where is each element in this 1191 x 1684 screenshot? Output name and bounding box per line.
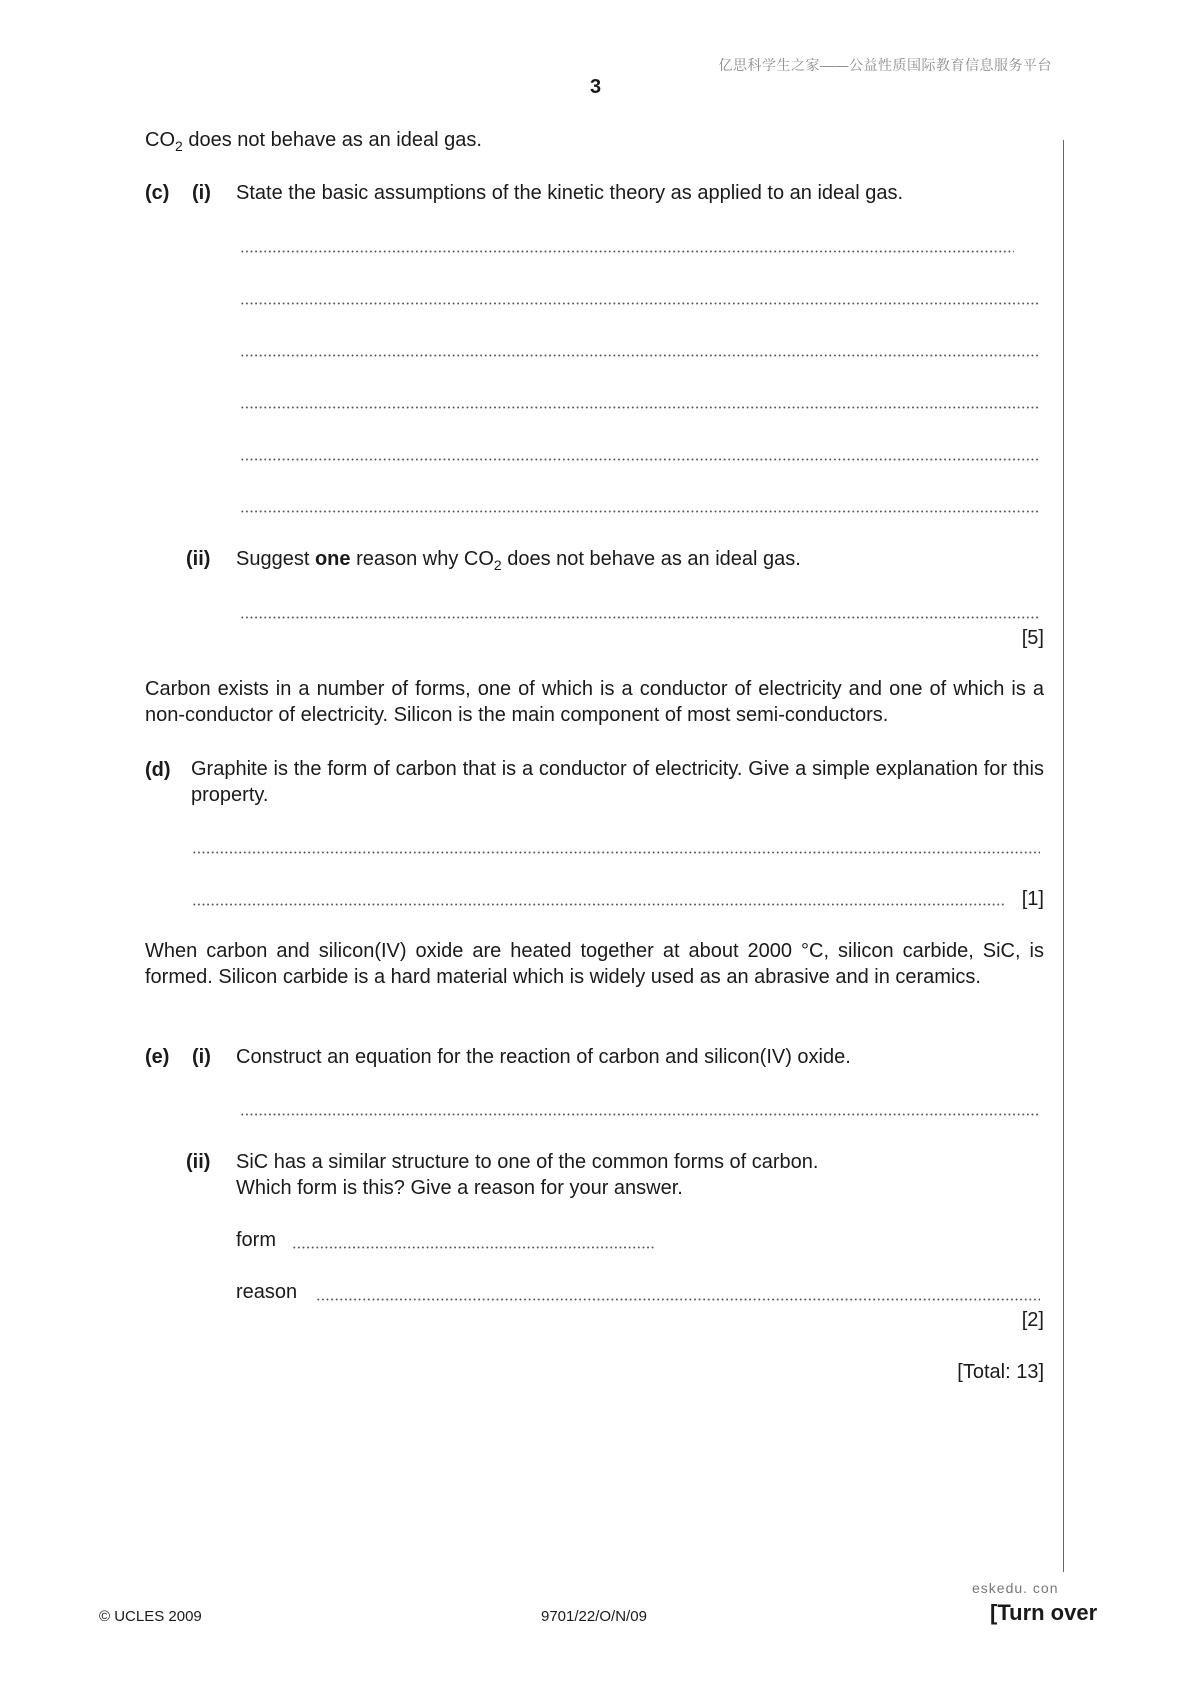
- question-e-ii-label: (ii): [186, 1151, 211, 1173]
- question-d-text: Graphite is the form of carbon that is a conductor of electricity. Give a simple explanation for this property.: [191, 758, 1044, 806]
- question-c-i-label: (i): [192, 182, 211, 204]
- question-e-ii-line2: Which form is this? Give a reason for your answer.: [236, 1177, 683, 1199]
- answer-line-form[interactable]: [292, 1246, 654, 1249]
- answer-line-d-1[interactable]: [192, 851, 1040, 854]
- carbon-intro-paragraph: Carbon exists in a number of forms, one of which is a conductor of electricity and one of which is a non-conductor of electricity. Silicon is the main component of most semi-conductors.: [145, 678, 1044, 726]
- turn-over-label: [Turn over: [990, 1600, 1098, 1625]
- answer-line-e-i[interactable]: [240, 1113, 1040, 1116]
- footer-paper-code: 9701/22/O/N/09: [541, 1608, 647, 1625]
- question-e-label: (e): [145, 1046, 170, 1068]
- question-e-i-text: Construct an equation for the reaction of carbon and silicon(IV) oxide.: [236, 1046, 851, 1068]
- question-e-i-label: (i): [192, 1046, 211, 1068]
- answer-line-d-2[interactable]: [192, 903, 1004, 906]
- total-mark: [Total: 13]: [957, 1361, 1044, 1383]
- question-c-ii-label: (ii): [186, 548, 211, 570]
- footer-copyright: © UCLES 2009: [99, 1608, 202, 1625]
- answer-line-c-i-6[interactable]: [240, 510, 1040, 513]
- question-e-ii-line1: SiC has a similar structure to one of the common forms of carbon.: [236, 1151, 819, 1173]
- page-number: 3: [589, 76, 602, 98]
- question-c-ii-text: Suggest one reason why $CO_2$ does not behave as an ideal gas.: [236, 548, 801, 573]
- footer-site-watermark: eskedu. con: [972, 1580, 1059, 1596]
- answer-line-c-ii[interactable]: [240, 616, 1040, 619]
- mark-d: [1]: [1021, 888, 1044, 910]
- answer-line-c-i-2[interactable]: [240, 302, 1040, 305]
- header-watermark: 亿思科学生之家——公益性质国际教育信息服务平台: [718, 57, 1052, 73]
- form-label: form: [236, 1229, 276, 1251]
- answer-line-reason[interactable]: [316, 1298, 1040, 1301]
- intro-co2-statement: $CO_2$ does not behave as an ideal gas.: [145, 129, 482, 154]
- mark-e: [2]: [1021, 1309, 1044, 1331]
- answer-line-c-i-1[interactable]: [240, 250, 1014, 253]
- question-c-label: (c): [145, 182, 170, 204]
- reason-label: reason: [236, 1281, 298, 1303]
- right-margin-line: [1063, 140, 1064, 1572]
- question-d-label: (d): [145, 759, 171, 781]
- sic-intro-paragraph: When carbon and silicon(IV) oxide are heated together at about 2000 °C, silicon carbide, SiC, is formed. Silicon carbide is a hard material which is widely used as an abrasive and in ceramics.: [145, 940, 1044, 988]
- answer-line-c-i-4[interactable]: [240, 406, 1040, 409]
- answer-line-c-i-3[interactable]: [240, 354, 1040, 357]
- mark-c: [5]: [1021, 627, 1044, 649]
- question-c-i-text: State the basic assumptions of the kinetic theory as applied to an ideal gas.: [236, 182, 904, 204]
- answer-line-c-i-5[interactable]: [240, 458, 1040, 461]
